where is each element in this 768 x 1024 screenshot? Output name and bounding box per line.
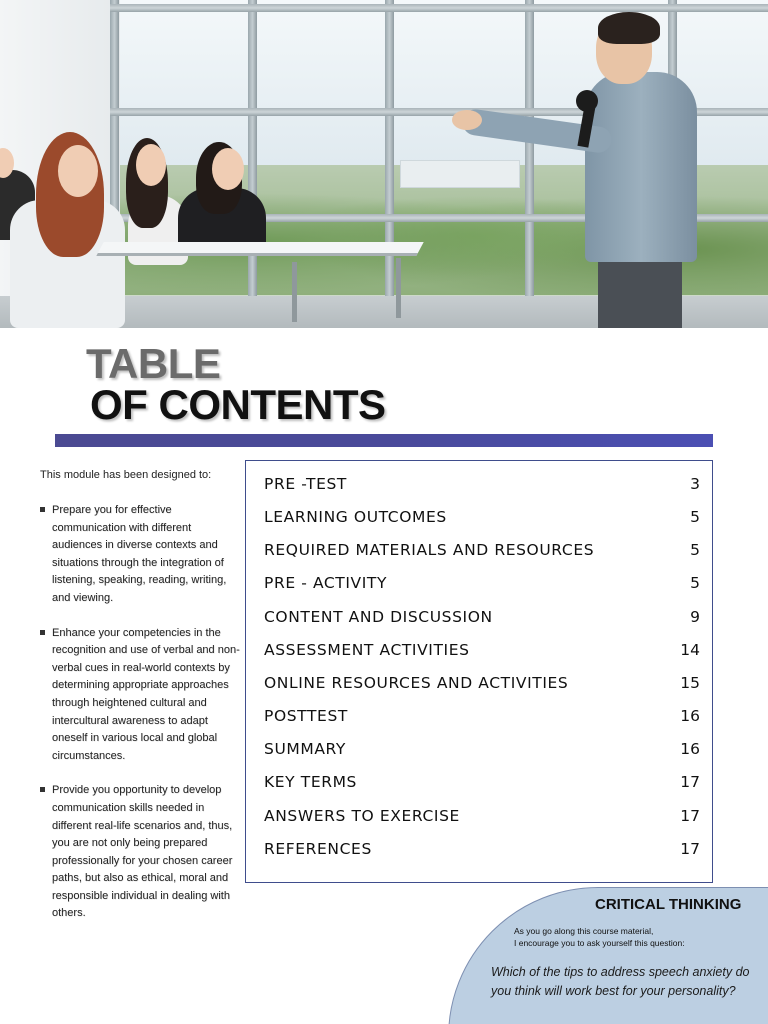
toc-entry-page: 17 xyxy=(680,840,700,858)
toc-entry-label: REFERENCES xyxy=(264,840,372,858)
toc-entry-page: 16 xyxy=(680,707,700,725)
list-item xyxy=(40,782,240,923)
toc-entry[interactable] xyxy=(264,837,700,861)
toc-entry-label: ASSESSMENT ACTIVITIES xyxy=(264,641,470,659)
critical-thinking-intro xyxy=(514,926,685,949)
toc-entry-page: 17 xyxy=(680,773,700,791)
objectives-list xyxy=(40,502,240,940)
toc-entry-label: KEY TERMS xyxy=(264,773,357,791)
toc-entry-label: CONTENT AND DISCUSSION xyxy=(264,608,493,626)
toc-entry-label: PRE -TEST xyxy=(264,475,347,493)
hero-photo xyxy=(0,0,768,328)
desk xyxy=(96,242,423,256)
window-building xyxy=(400,160,520,188)
toc-entry[interactable] xyxy=(264,704,700,728)
toc-entry-page: 16 xyxy=(680,740,700,758)
page-title-line2: OF CONTENTS xyxy=(90,381,386,428)
speaker xyxy=(585,72,697,262)
audience-member-head xyxy=(58,145,98,197)
toc-entry[interactable] xyxy=(264,538,700,562)
critical-thinking-intro-line: I encourage you to ask yourself this question: xyxy=(514,937,685,948)
bullet-icon xyxy=(40,630,45,635)
list-item-text: Prepare you for effective communication with different audiences in diverse contexts and situations through the integration of listening, speaking, reading, writing, and viewing. xyxy=(52,504,227,604)
window-frame xyxy=(525,0,534,328)
desk-leg xyxy=(292,262,297,322)
toc-entry-page: 5 xyxy=(690,508,700,526)
toc-entry-page: 17 xyxy=(680,807,700,825)
speaker-hair xyxy=(598,12,660,44)
toc-entry-page: 15 xyxy=(680,674,700,692)
bullet-icon xyxy=(40,507,45,512)
toc-entry[interactable] xyxy=(264,804,700,828)
title-divider xyxy=(55,434,713,447)
list-item xyxy=(40,625,240,766)
list-item-text: Provide you opportunity to develop communication skills needed in different real-life scenarios and, thus, you are not only being prepared professionally for your chosen career paths, but also as ethical, moral and responsible individual in dealing with others. xyxy=(52,784,233,920)
toc-entry[interactable] xyxy=(264,472,700,496)
toc-entry[interactable] xyxy=(264,638,700,662)
critical-thinking-title: CRITICAL THINKING xyxy=(595,896,742,913)
bullet-icon xyxy=(40,787,45,792)
toc-entry-label: ONLINE RESOURCES AND ACTIVITIES xyxy=(264,674,569,692)
toc-entry[interactable] xyxy=(264,605,700,629)
toc-entry-label: REQUIRED MATERIALS AND RESOURCES xyxy=(264,541,595,559)
toc-entry[interactable] xyxy=(264,737,700,761)
toc-entry[interactable] xyxy=(264,571,700,595)
window-frame xyxy=(248,0,257,328)
window-frame xyxy=(385,0,394,328)
toc-entry[interactable] xyxy=(264,505,700,529)
microphone-icon xyxy=(576,90,598,112)
critical-thinking-intro-line: As you go along this course material, xyxy=(514,926,654,936)
audience-member-head xyxy=(212,148,244,190)
intro-text: This module has been designed to: xyxy=(40,469,212,481)
audience-member-head xyxy=(136,144,166,186)
toc-entry-page: 14 xyxy=(680,641,700,659)
toc-entry-label: LEARNING OUTCOMES xyxy=(264,508,447,526)
toc-box xyxy=(245,460,713,883)
list-item xyxy=(40,502,240,608)
toc-entry-page: 3 xyxy=(690,475,700,493)
toc-entry-page: 5 xyxy=(690,574,700,592)
toc-entry-label: POSTTEST xyxy=(264,707,348,725)
toc-entry[interactable] xyxy=(264,671,700,695)
toc-entry-page: 9 xyxy=(690,608,700,626)
toc-entry-label: SUMMARY xyxy=(264,740,346,758)
window-frame xyxy=(110,4,768,12)
toc-entry-label: PRE - ACTIVITY xyxy=(264,574,388,592)
toc-entry-label: ANSWERS TO EXERCISE xyxy=(264,807,460,825)
page-title-line1: TABLE xyxy=(86,340,221,387)
critical-thinking-question: Which of the tips to address speech anxiety do you think will work best for your personality? xyxy=(491,965,750,998)
speaker-hand xyxy=(452,110,482,130)
toc-entry[interactable] xyxy=(264,770,700,794)
list-item-text: Enhance your competencies in the recognition and use of verbal and non-verbal cues in real-world contexts by determining appropriate approaches through heightened cultural and intercultural awareness to adapt oneself in various local and global circumstances. xyxy=(52,626,240,762)
toc-entry-page: 5 xyxy=(690,541,700,559)
desk-leg xyxy=(396,258,401,318)
